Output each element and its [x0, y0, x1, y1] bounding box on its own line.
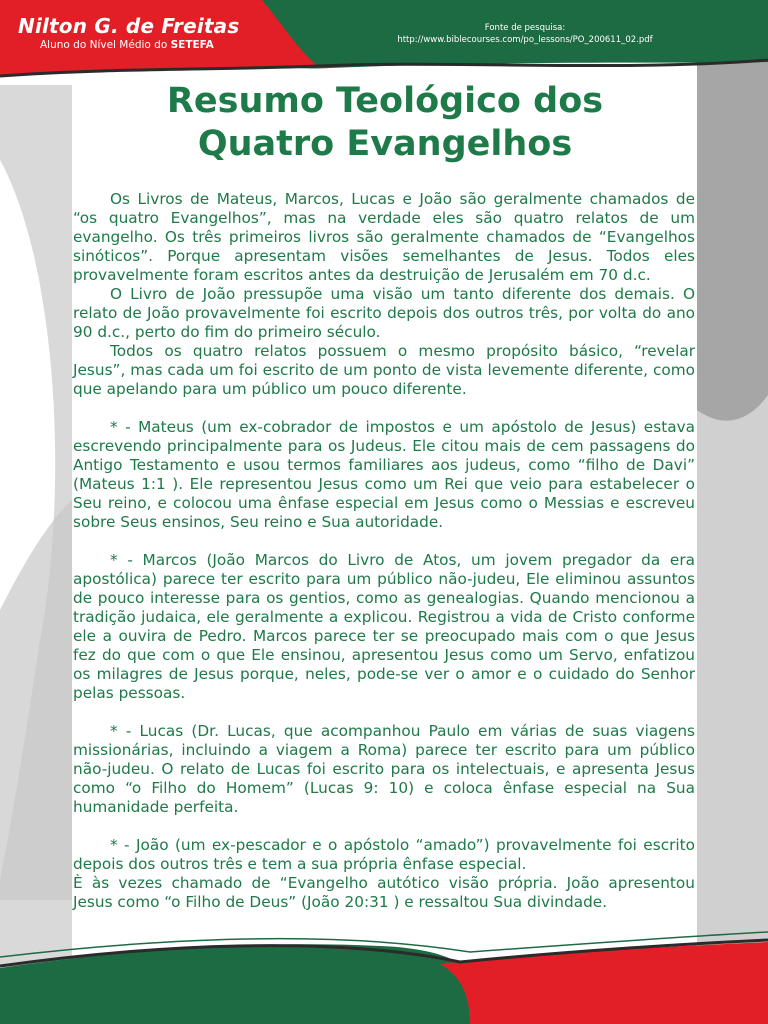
page-title [60, 80, 710, 166]
author-subtitle-prefix: Aluno do Nível Médio do [40, 39, 171, 51]
right-gray-curve [697, 395, 768, 1024]
title-line-2: Quatro Evangelhos [197, 124, 573, 164]
paragraph-mateus: * - Mateus (um ex-cobrador de impostos e um apóstolo de Jesus) estava escrevendo principalmente para os Judeus. Ele citou mais de cem passagens do Antigo Testamento e usou termos familiares aos judeus, como “filho de Davi” (Mateus 1:1 ). Ele representou Jesus como um Rei que veio para estabelecer o Seu reino, e colocou uma ênfase especial em Jesus como o Messias e escreveu sobre Seus ensinos, Seu reino e Sua autoridade. [73, 418, 695, 531]
paragraph-intro: Os Livros de Mateus, Marcos, Lucas e João são geralmente chamados de “os quatro Evangelhos”, mas na verdade eles são quatro relatos de um evangelho. Os três primeiros livros são geralmente chamados de “Evangelhos sinóticos”. Porque apresentam visões semelhantes de Jesus. Todos eles provavelmente foram escritos antes da destruição de Jerusalém em 70 d.c. [73, 190, 695, 284]
paragraph-joao: * - João (um ex-pescador e o apóstolo “amado”) provavelmente foi escrito depois dos outros três e tem a sua própria ênfase especial. [73, 836, 695, 873]
header-red [0, 0, 318, 76]
title-line-1: Resumo Teológico dos [166, 81, 604, 121]
source-url: http://www.biblecourses.com/po_lessons/PO_200611_02.pdf [397, 35, 653, 45]
footer-red [440, 942, 768, 1024]
author-subtitle-org: SETEFA [170, 39, 214, 51]
source-label: Fonte de pesquisa: [484, 23, 566, 33]
author-name: Nilton G. de Freitas [18, 14, 240, 38]
paragraph-joao-intro: O Livro de João pressupõe uma visão um tanto diferente dos demais. O relato de João provavelmente foi escrito depois dos outros três, por volta do ano 90 d.c., perto do fim do primeiro século. [73, 285, 695, 341]
paragraph-marcos: * - Marcos (João Marcos do Livro de Atos, um jovem pregador da era apostólica) parece ter escrito para um público não-judeu, Ele eliminou assuntos de pouco interesse para os gentios, como as genealogias. Quando mencionou a tradição judaica, ele geralmente a explicou. Registrou a vida de Cristo conforme ele a ouvira de Pedro. Marcos parece ter se preocupado mais com o que Jesus fez do que com o que Ele ensinou, apresentou Jesus como um Servo, enfatizou os milagres de Jesus porque, neles, pode-se ver o amor e o cuidado do Senhor pelas pessoas. [73, 551, 695, 702]
paragraph-purpose: Todos os quatro relatos possuem o mesmo propósito básico, “revelar Jesus”, mas cada um foi escrito de um ponto de vista levemente diferente, como que apelando para um público um pouco diferente. [73, 342, 695, 398]
article-body [73, 190, 695, 912]
author-subtitle [40, 39, 214, 51]
source-reference [360, 22, 690, 46]
paragraph-joao-continued: È às vezes chamado de “Evangelho autótico visão própria. João apresentou Jesus como “o Filho de Deus” (João 20:31 ) e ressaltou Sua divindade. [73, 874, 695, 911]
paragraph-lucas: * - Lucas (Dr. Lucas, que acompanhou Paulo em várias de suas viagens missionárias, incluindo a viagem a Roma) parece ter escrito para um público não-judeu. O relato de Lucas foi escrito para os intelectuais, e apresenta Jesus como “o Filho do Homem” (Lucas 9: 10) e coloca ênfase especial na Sua humanidade perfeita. [73, 722, 695, 816]
